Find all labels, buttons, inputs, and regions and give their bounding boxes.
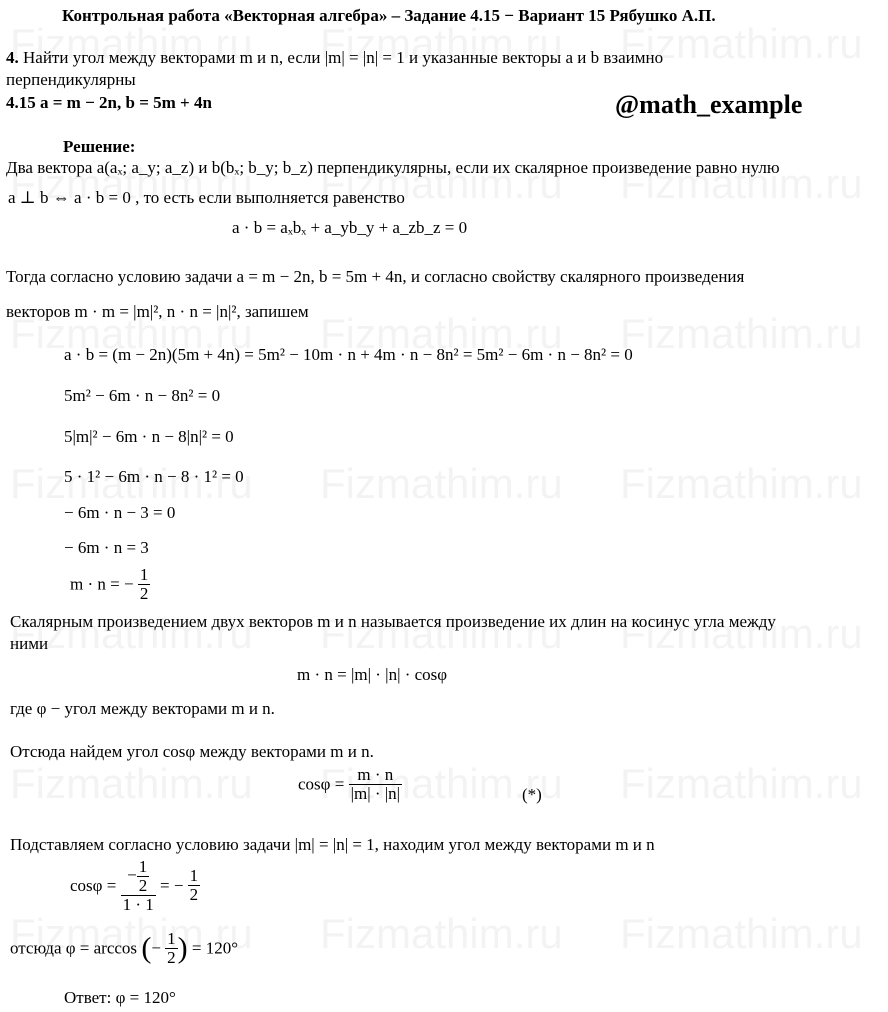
watermark (320, 460, 563, 508)
line-phi-def: где φ − угол между векторами m и n. (10, 699, 275, 718)
eq-phi-left: отсюда φ = arccos (10, 938, 138, 958)
problem-text-2: перпендикулярны (6, 70, 136, 89)
eq-dot-cos: m · n = |m| · |n| · cosφ (297, 665, 448, 684)
eq-step-2: 5|m|² − 6m · n − 8|n|² = 0 (64, 427, 234, 446)
line-perp-cond: a ⊥ b ⇔ a · b = 0 , то есть если выполняется равенство (8, 188, 405, 207)
fraction-denominator: 2 (189, 885, 199, 905)
page-title: Контрольная работа «Векторная алгебра» – Задание 4.15 − Вариант 15 Рябушко А.П. (62, 6, 716, 25)
problem-number: 4. (6, 48, 19, 67)
eq-cos-value (70, 858, 200, 914)
eq-cos-left: cosφ = (298, 774, 345, 794)
fraction-numerator: − $\frac{1}{2}$ (121, 858, 156, 896)
fraction-denominator: 2 (139, 583, 149, 603)
watermark (620, 310, 863, 358)
author-handle: @math_example (615, 90, 803, 119)
line-dot-def-2: ними (10, 634, 49, 653)
watermark (320, 910, 563, 958)
watermark (620, 760, 863, 808)
problem-variant: 4.15 a = m − 2n, b = 5m + 4n (6, 93, 212, 112)
eq-phi: отсюда φ = arccos (− $\frac{1}{2}$ ) = 120° (10, 929, 239, 967)
fraction (188, 867, 201, 904)
fraction (349, 766, 403, 803)
fraction-numerator: 1 (189, 866, 199, 886)
line-dot-formula: a · b = aₓbₓ + a_yb_y + a_zb_z = 0 (232, 218, 468, 237)
inner-numerator: 1 (138, 857, 148, 876)
problem-text: Найти угол между векторами m и n, если |m| = |n| = 1 и указанные векторы a и b взаимно (23, 48, 664, 67)
answer: Ответ: φ = 120° (64, 988, 176, 1007)
watermark (10, 760, 253, 808)
eq-result (70, 566, 150, 603)
fraction-denominator: |m| · |n| (350, 783, 401, 803)
inner-denominator: 2 (138, 875, 148, 895)
fraction-numerator: 1 (139, 565, 149, 584)
fraction-numerator: m · n (349, 766, 403, 785)
line-dot-def: Скалярным произведением двух векторов m и n называется произведение их длин на косинус угла между (10, 612, 776, 631)
eq-cos-value-left: cosφ = (70, 875, 117, 895)
eq-step-5: − 6m · n = 3 (64, 538, 149, 557)
eq-cos-value-right: = − (159, 875, 184, 895)
eq-step-1: 5m² − 6m · n − 8n² = 0 (64, 386, 221, 405)
line-find-cos: Отсюда найдем угол cosφ между векторами m и n. (10, 742, 374, 761)
solution-label: Решение: (63, 137, 136, 156)
line-substitute: Подставляем согласно условию задачи |m| = |n| = 1, находим угол между векторами m и n (10, 835, 655, 854)
eq-phi-right: = 120° (191, 938, 239, 958)
fraction (165, 930, 178, 967)
line-perp-def: Два вектора a(aₓ; a_y; a_z) и b(bₓ; b_y; b_z) перпендикулярны, если их скалярное произведение равно нулю (6, 158, 780, 177)
fraction-numerator: 1 (167, 929, 176, 948)
fraction (121, 858, 156, 914)
fraction-denominator: 1 · 1 (122, 894, 154, 914)
fraction-denominator: 2 (167, 947, 176, 967)
watermark (620, 910, 863, 958)
watermark (620, 460, 863, 508)
fraction (138, 566, 151, 603)
eq-result-left: m · n = − (70, 574, 134, 594)
eq-cos-formula (298, 766, 402, 803)
equation-mark: (*) (522, 785, 542, 804)
problem-statement (6, 48, 663, 68)
eq-step-3: 5 · 1² − 6m · n − 8 · 1² = 0 (64, 467, 244, 486)
eq-step-4: − 6m · n − 3 = 0 (64, 503, 176, 522)
eq-expand: a · b = (m − 2n)(5m + 4n) = 5m² − 10m · n + 4m · n − 8n² = 5m² − 6m · n − 8n² = 0 (64, 345, 633, 364)
line-property: векторов m · m = |m|², n · n = |n|², запишем (6, 302, 309, 321)
line-condition: Тогда согласно условию задачи a = m − 2n, b = 5m + 4n, и согласно свойству скалярного произведения (6, 267, 745, 286)
